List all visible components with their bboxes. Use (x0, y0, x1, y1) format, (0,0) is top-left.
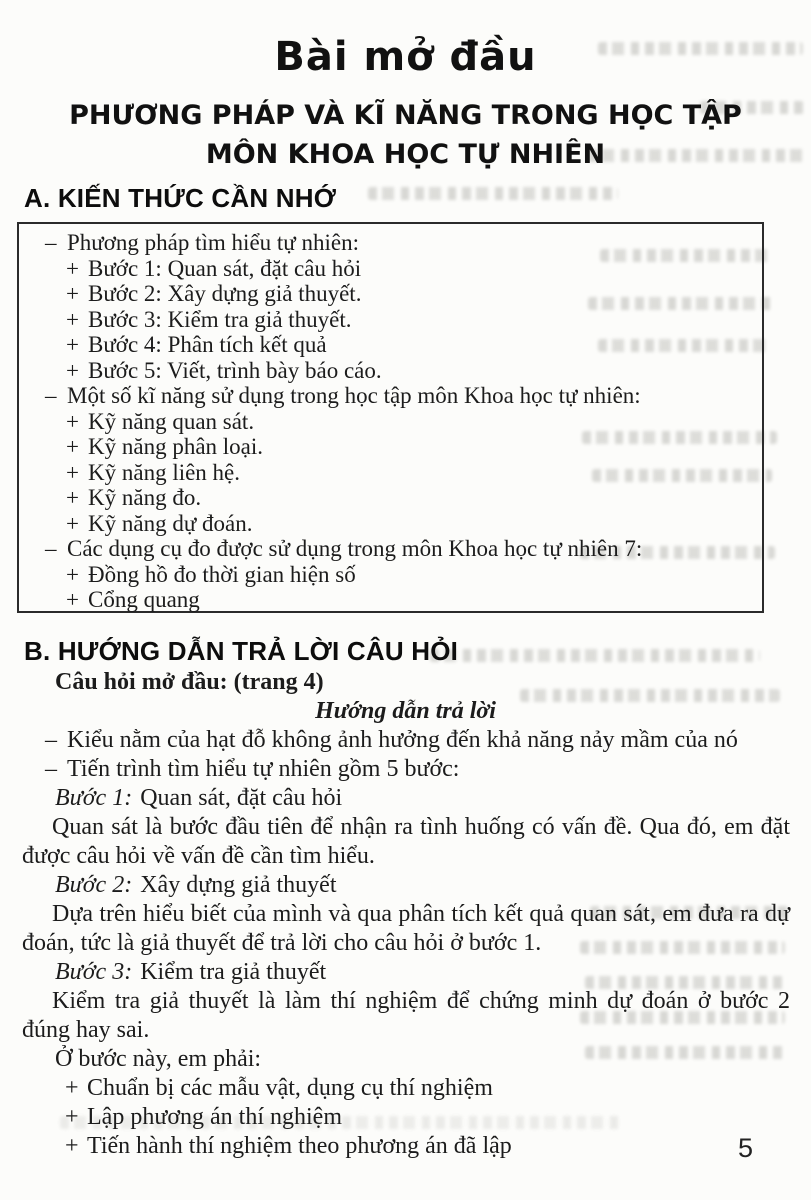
checklist-item-text: Tiến hành thí nghiệm theo phương án đã lập (87, 1133, 512, 1159)
knowledge-box (17, 222, 764, 613)
step-label: Bước 3: (55, 959, 133, 985)
step-heading (22, 958, 790, 987)
knowledge-item-text: Phương pháp tìm hiểu tự nhiên: (67, 230, 359, 255)
checklist-item-text: Lập phương án thí nghiệm (87, 1104, 342, 1130)
knowledge-item (19, 281, 762, 307)
knowledge-item (19, 434, 762, 460)
lesson-subtitle (0, 96, 811, 174)
knowledge-item (19, 383, 762, 409)
dash-marker: – (45, 756, 57, 782)
note-line: Ở bước này, em phải: (55, 1046, 262, 1072)
plus-marker: + (65, 1104, 79, 1130)
knowledge-item (19, 460, 762, 486)
knowledge-item (19, 562, 762, 588)
bleed-through-artifact (368, 187, 618, 200)
knowledge-item (19, 230, 762, 256)
step-title: Quan sát, đặt câu hỏi (140, 785, 343, 811)
step-heading (22, 871, 790, 900)
lesson-subtitle-line-1: PHƯƠNG PHÁP VÀ KĨ NĂNG TRONG HỌC TẬP (69, 100, 742, 131)
plus-marker: + (66, 561, 79, 587)
knowledge-item (19, 409, 762, 435)
knowledge-item (19, 307, 762, 333)
plus-marker: + (66, 357, 79, 383)
knowledge-item (19, 256, 762, 282)
answer-bullet (22, 755, 790, 784)
knowledge-item-text: Kỹ năng phân loại. (88, 434, 264, 459)
knowledge-item (19, 587, 762, 613)
question-label: Câu hỏi mở đầu: (trang 4) (55, 669, 324, 695)
plus-marker: + (66, 434, 79, 459)
plus-marker: + (66, 408, 79, 434)
knowledge-item (19, 332, 762, 358)
answer-guide-heading: Hướng dẫn trả lời (315, 698, 496, 724)
lesson-title: Bài mở đầu (274, 34, 537, 80)
page-number: 5 (738, 1133, 754, 1163)
step-paragraph: Quan sát là bước đầu tiên để nhận ra tình huống có vấn đề. Qua đó, em đặt được câu hỏi về vấn đề cần tìm hiểu. (22, 814, 790, 869)
step-label: Bước 1: (55, 785, 133, 811)
answer-bullet (22, 726, 790, 755)
checklist-item (22, 1074, 790, 1103)
checklist-item (22, 1103, 790, 1132)
plus-marker: + (66, 255, 79, 281)
step-paragraph: Dựa trên hiểu biết của mình và qua phân tích kết quả quan sát, em đưa ra dự đoán, tức là giả thuyết để trả lời cho câu hỏi ở bước 1. (22, 901, 790, 956)
dash-marker: – (45, 230, 57, 255)
knowledge-item-text: Kỹ năng liên hệ. (88, 459, 241, 485)
step-paragraph: Kiểm tra giả thuyết là làm thí nghiệm để chứng minh dự đoán ở bước 2 đúng hay sai. (22, 988, 790, 1043)
answer-bullet-text: Kiểu nằm của hạt đỗ không ảnh hưởng đến khả năng nảy mầm của nó (67, 727, 738, 753)
knowledge-item-text: Đồng hồ đo thời gian hiện số (88, 561, 356, 587)
knowledge-item-text: Một số kĩ năng sử dụng trong học tập môn Khoa học tự nhiên: (67, 383, 641, 408)
plus-marker: + (66, 510, 79, 536)
plus-marker: + (65, 1075, 79, 1101)
dash-marker: – (45, 536, 57, 561)
section-b-heading: B. HƯỚNG DẪN TRẢ LỜI CÂU HỎI (24, 636, 459, 666)
knowledge-item-text: Bước 3: Kiểm tra giả thuyết. (88, 306, 352, 332)
knowledge-item-text: Kỹ năng đo. (88, 485, 202, 510)
knowledge-item-text: Bước 4: Phân tích kết quả (88, 332, 327, 357)
plus-marker: + (66, 306, 79, 332)
knowledge-item-text: Bước 5: Viết, trình bày báo cáo. (88, 357, 382, 383)
knowledge-item-text: Cổng quang (88, 587, 200, 612)
step-title: Xây dựng giả thuyết (140, 872, 337, 898)
step-heading (22, 784, 790, 813)
knowledge-item-text: Kỹ năng quan sát. (88, 408, 255, 434)
section-a-heading: A. KIẾN THỨC CẦN NHỚ (24, 183, 337, 213)
step-title: Kiểm tra giả thuyết (140, 959, 327, 985)
knowledge-item-text: Bước 2: Xây dựng giả thuyết. (88, 281, 362, 306)
plus-marker: + (66, 587, 79, 612)
knowledge-item (19, 485, 762, 511)
knowledge-item (19, 511, 762, 537)
lesson-subtitle-line-2: MÔN KHOA HỌC TỰ NHIÊN (205, 139, 606, 170)
plus-marker: + (66, 459, 79, 485)
checklist-item (22, 1132, 790, 1161)
checklist-item-text: Chuẩn bị các mẫu vật, dụng cụ thí nghiệm (87, 1075, 493, 1101)
knowledge-item-text: Bước 1: Quan sát, đặt câu hỏi (88, 255, 362, 281)
knowledge-item-text: Các dụng cụ đo được sử dụng trong môn Khoa học tự nhiên 7: (67, 536, 643, 561)
dash-marker: – (45, 727, 57, 753)
knowledge-item (19, 358, 762, 384)
plus-marker: + (66, 485, 79, 510)
plus-marker: + (65, 1133, 79, 1159)
answer-bullet-text: Tiến trình tìm hiểu tự nhiên gồm 5 bước: (67, 756, 460, 782)
plus-marker: + (66, 332, 79, 357)
dash-marker: – (45, 383, 57, 408)
step-label: Bước 2: (55, 872, 133, 898)
answer-body (22, 726, 790, 1161)
bleed-through-artifact (430, 649, 760, 662)
knowledge-item (19, 536, 762, 562)
knowledge-item-text: Kỹ năng dự đoán. (88, 510, 253, 536)
plus-marker: + (66, 281, 79, 306)
